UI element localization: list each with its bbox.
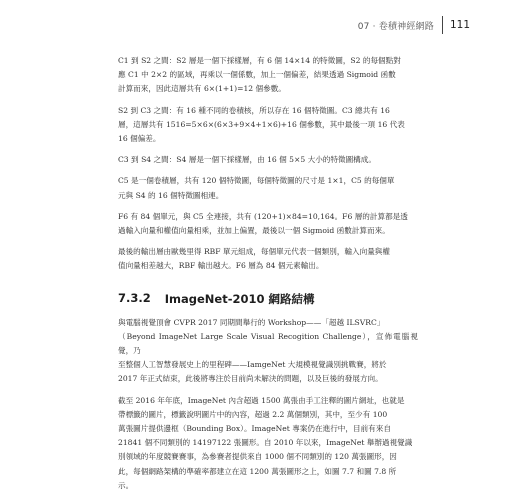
section-number: 7.3.2 — [118, 290, 151, 305]
section-heading — [118, 291, 418, 307]
section-title: ImageNet-2010 網路結構 — [164, 291, 315, 306]
paragraph-s2-c3: S2 到 C3 之間：有 16 種不同的卷積核，所以存在 16 個特徵圖。C3 總共有 16 層，這層共有 1516=5×6×(6×3+9×4+1×6)+16 個參數，其中最後一項 16 代表 16 個偏差。 — [118, 105, 405, 144]
page-number: 111 — [449, 19, 470, 31]
paragraph-c1-s2: C1 到 S2 之間：S2 層是一個下採樣層，有 6 個 14×14 的特徵圖，S2 的每個點對 應 C1 中 2×2 的區域，再乘以一個係數，加上一個偏差，結果透過 Sigmoid 函數 計算而來，因此這層共有 6×(1+1)=12 個參數。 — [118, 56, 401, 94]
page-header — [358, 14, 470, 36]
paragraph-c3-s4: C3 到 S4 之間：S4 層是一個下採樣層，由 16 個 5×5 大小的特徵圖構成。 — [118, 155, 376, 165]
paragraph-cvpr-workshop: 與電腦視覺頂會 CVPR 2017 同期間舉行的 Workshop——「超越 ILSVRC」 （Beyond ImageNet Large Scale Visual Recogition Challenge），宣佈電腦視覺，乃 至整個人工智慧發展史上的里程碑——IamgeNet 大規模視覺識別挑戰賽，將於 2017 年正式結束，此後將專注於目前尚未解決的問題，以及巨後的發展方向。 — [118, 317, 418, 384]
chapter-label: 07 · 卷積神經網路 — [357, 21, 434, 32]
page-body — [118, 54, 418, 500]
header-divider — [442, 16, 443, 34]
paragraph-c5: C5 是一個卷積層，共有 120 個特徵圖，每個特徵圖的尺寸是 1×1，C5 的每個單 元與 S4 的 16 個特徵圖相連。 — [118, 176, 395, 200]
paragraph-output-layer: 最後的輸出層由歐幾里得 RBF 單元組成，每個單元代表一個類別，輸入向量與權 值向量相差越大，RBF 輸出越大。F6 層為 84 個元素輸出。 — [118, 247, 390, 271]
paragraph-f6: F6 有 84 個單元，與 C5 全連接，共有 (120+1)×84=10,164。F6 層的計算都是透 過輸入向量和權值向量相乘，並加上偏置，最後以一個 Sigmoid 函數計算而來。 — [118, 211, 408, 236]
paragraph-imagenet-stats: 截至 2016 年年底，ImageNet 內含超過 1500 萬張由手工注釋的圖片網址，也就是 帶標籤的圖片，標籤說明圖片中的內容，超過 2.2 萬個類別，其中，至少有 100 萬張圖片提供邊框（Bounding Box）。ImageNet 專案仍在進行中，目前有來自 21841 個不同類別的 14197122 張圖形。自 2010 年以來，ImageNet 舉辦過視覺識 別領域的年度競賽賽事，為參賽者提供來自 1000 個不同類別的 120 萬張圖形，因 此，每個網路架構的準確率都建立在這 1200 萬張圖形之上，如圖 7.7 和圖 7.8 所 示。 — [118, 395, 413, 490]
